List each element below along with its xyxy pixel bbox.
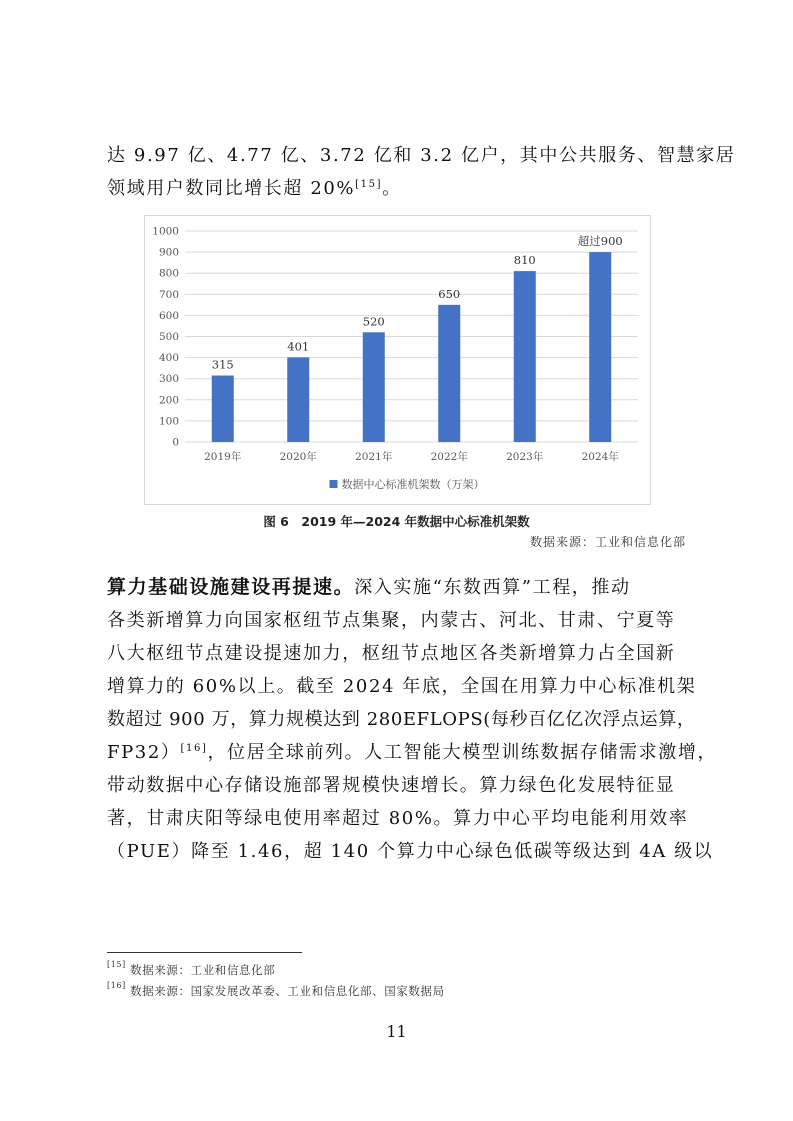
footnote-15 — [107, 962, 275, 978]
main-line-2: 各类新增算力向国家枢纽节点集聚，内蒙古、河北、甘肃、宁夏等 — [107, 610, 676, 631]
x-tick-label: 2024年 — [581, 451, 619, 463]
main-line-8: 著，甘肃庆阳等绿电使用率超过 80%。算力中心平均电能利用效率 — [107, 808, 689, 829]
data-label: 超过900 — [577, 234, 623, 249]
y-tick-label: 700 — [158, 288, 179, 301]
data-label: 315 — [211, 357, 234, 372]
data-label: 401 — [287, 339, 310, 354]
x-tick-label: 2022年 — [430, 451, 468, 463]
y-tick-label: 800 — [158, 267, 179, 280]
footnote-16 — [107, 983, 445, 999]
paragraph-heading: 算力基础设施建设再提速。 — [107, 576, 355, 598]
bar — [438, 305, 460, 442]
main-line-7: 带动数据中心存储设施部署规模快速增长。算力绿色化发展特征显 — [107, 775, 676, 796]
footnote-divider — [107, 952, 302, 953]
y-tick-label: 1000 — [152, 225, 179, 238]
y-tick-label: 400 — [158, 352, 179, 365]
bar — [212, 376, 234, 442]
data-label: 810 — [513, 253, 536, 268]
intro-paragraph — [107, 139, 736, 205]
main-line-6-text: FP32） — [107, 742, 181, 763]
intro-line-1: 达 9.97 亿、4.77 亿、3.72 亿和 3.2 亿户，其中公共服务、智慧家居 — [107, 145, 736, 166]
footnote-16-text: 数据来源：国家发展改革委、工业和信息化部、国家数据局 — [130, 984, 445, 998]
main-line-9: （PUE）降至 1.46，超 140 个算力中心绿色低碳等级达到 4A 级以 — [107, 841, 714, 862]
footnote-16-ref: [16] — [107, 981, 126, 990]
main-line-1 — [107, 571, 687, 604]
footnote-ref-15[interactable]: [15] — [355, 179, 383, 190]
figure-caption: 图 6 2019 年—2024 年数据中心标准机架数 — [263, 514, 530, 529]
bar — [363, 332, 385, 442]
x-tick-label: 2023年 — [506, 451, 544, 463]
main-line-1-text: 深入实施“东数西算”工程，推动 — [354, 577, 631, 598]
y-tick-label: 200 — [158, 394, 179, 407]
y-tick-label: 600 — [158, 309, 179, 322]
main-line-4: 增算力的 60%以上。截至 2024 年底，全国在用算力中心标准机架 — [107, 676, 697, 697]
footnote-ref-16[interactable]: [16] — [180, 743, 208, 754]
intro-line-2-text: 领域用户数同比增长超 20% — [107, 178, 356, 199]
x-tick-label: 2021年 — [355, 451, 393, 463]
chart-frame — [144, 215, 651, 505]
y-tick-label: 900 — [158, 246, 179, 259]
figure-source: 数据来源：工业和信息化部 — [529, 535, 686, 549]
footnote-15-ref: [15] — [107, 960, 126, 969]
main-paragraph — [107, 571, 718, 868]
bar — [589, 252, 611, 442]
main-line-6-rest: ，位居全球前列。人工智能大模型训练数据存储需求激增， — [207, 742, 718, 763]
intro-line-2 — [107, 172, 687, 205]
legend-swatch — [330, 480, 338, 488]
main-line-3: 八大枢纽节点建设提速加力，枢纽节点地区各类新增算力占全国新 — [107, 643, 676, 664]
y-tick-label: 0 — [172, 436, 179, 449]
footnote-15-text: 数据来源：工业和信息化部 — [130, 963, 276, 977]
y-tick-label: 300 — [158, 373, 179, 386]
page-number: 11 — [386, 1022, 407, 1041]
main-line-5: 数超过 900 万，算力规模达到 280EFLOPS(每秒百亿亿次浮点运算， — [107, 709, 696, 730]
y-tick-label: 500 — [158, 331, 179, 343]
x-tick-label: 2019年 — [204, 451, 242, 463]
legend-label: 数据中心标准机架数（万架） — [341, 478, 485, 491]
y-tick-label: 100 — [158, 415, 179, 428]
bar — [287, 357, 309, 442]
bar — [514, 271, 536, 442]
bar-chart — [145, 216, 650, 504]
main-line-6 — [107, 736, 718, 769]
intro-line-2-end: 。 — [382, 178, 402, 199]
data-label: 520 — [362, 314, 385, 329]
x-tick-label: 2020年 — [279, 451, 317, 463]
data-label: 650 — [438, 286, 461, 301]
